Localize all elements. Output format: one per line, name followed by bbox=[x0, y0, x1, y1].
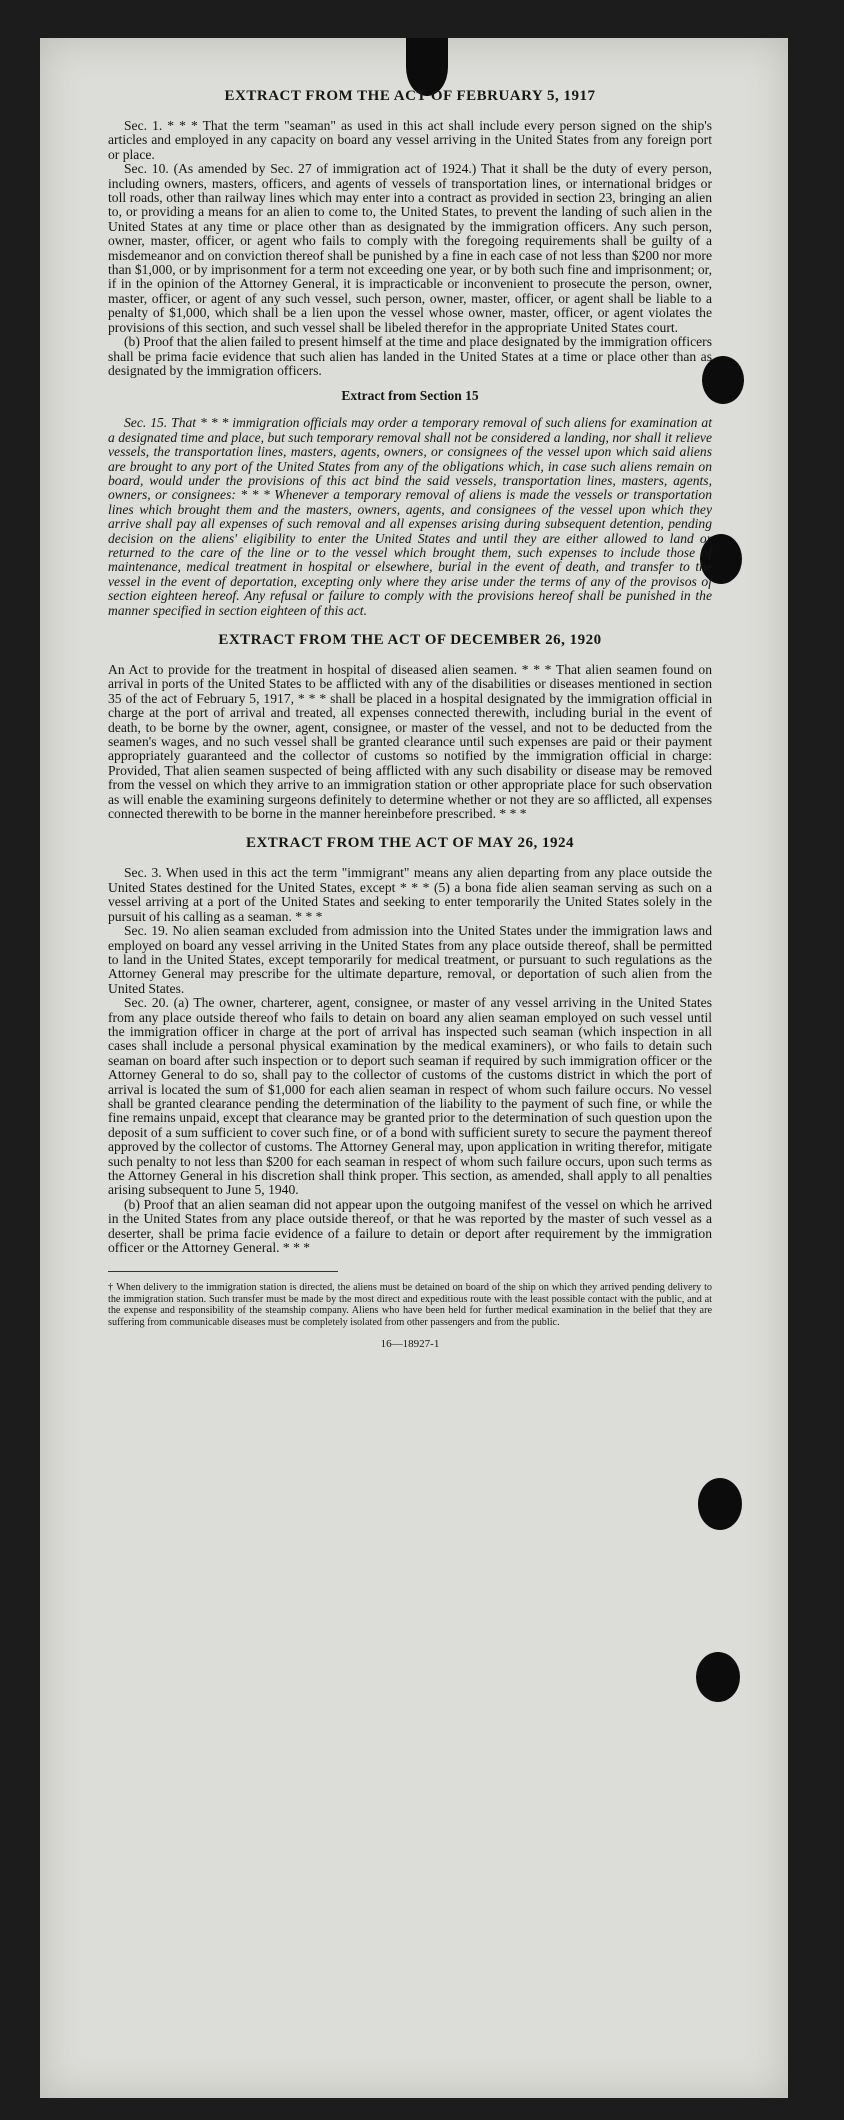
form-number: 16—18927-1 bbox=[380, 1338, 440, 1351]
section-1: Sec. 1. * * * That the term "seaman" as used in this act shall include every person signed on the ship's articles and employed in any capacity on board any vessel arriving in the United States from any foreign port or place. bbox=[108, 118, 712, 162]
section-20-b: (b) Proof that an alien seaman did not appear upon the outgoing manifest of the vessel on which he arrived in the United States from any place outside thereof, or that he was reported by the master of such vessel as a deserter, shall be prima facie evidence of a failure to detain or deport after requirement by the immigration officer or the Attorney General. * * * bbox=[108, 1196, 712, 1256]
footnote-divider bbox=[108, 1271, 338, 1272]
document-body bbox=[108, 88, 712, 1350]
section-3: Sec. 3. When used in this act the term "immigrant" means any alien departing from any place outside the United States destined for the United States, except * * * (5) a bona fide alien seaman serving as such on a vessel arriving at a port of the United States and seeking to enter temporarily the United States solely in the pursuit of his calling as a seaman. * * * bbox=[108, 865, 712, 924]
heading-section-15: Extract from Section 15 bbox=[341, 388, 479, 404]
footnote: † When delivery to the immigration station is directed, the aliens must be detained on board of the ship on which they arrived pending delivery to the immigration station. Such transfer must be made by the most direct and expeditious route with the least possible contact with the public, and at the expense and responsibility of the steamship company. Aliens who have been held for further medical examination in the belief that they are suffering from communicable diseases must be completely isolated from other passengers and from the public. bbox=[108, 1282, 712, 1328]
section-20-a: Sec. 20. (a) The owner, charterer, agent, consignee, or master of any vessel arriving in the United States from any place outside thereof who fails to detain on board any alien seaman employed on such vessel until the immigration officer in charge at the port of arrival has inspected such seaman (which inspection in all cases shall include a personal physical examination by the medical examiners), or who fails to detain such seaman on board after such inspection or to deport such seaman if required by such immigration officer or the Attorney General to do so, shall pay to the collector of customs of the customs district in which the port of arrival is located the sum of $1,000 for each alien seaman in respect of whom such failure occurs. No vessel shall be granted clearance pending the determination of the liability to the payment of such fine, or while the fine remains unpaid, except that clearance may be granted prior to the determination of such question upon the deposit of a sum sufficient to cover such fine, or of a bond with sufficient surety to secure the payment thereof approved by the collector of customs. The Attorney General may, upon application in writing therefor, mitigate such penalty to not less than $200 for each seaman in respect of whom such failure occurs, upon such terms as the Attorney General in his discretion shall think proper. This section, as amended, shall apply to all penalties arising subsequent to June 5, 1940. bbox=[108, 995, 712, 1198]
heading-act-1917: EXTRACT FROM THE ACT OF FEBRUARY 5, 1917 bbox=[224, 88, 596, 104]
document-page bbox=[40, 38, 788, 2098]
section-15: Sec. 15. That * * * immigration officials may order a temporary removal of such aliens for examination at a designated time and place, but such temporary removal shall not be considered a landing, nor shall it relieve vessels, the transportation lines, masters, agents, owners, or consignees of the vessel upon which said aliens are brought to any port of the United States from any of the obligations which, in case such aliens remain on board, would under the provisions of this act bind the said vessels, transportation lines, masters, agents, owners, or consignees: * * * Whenever a temporary removal of aliens is made the vessels or transportation lines which brought them and the masters, owners, agents, and consignees of the vessel upon which they arrive shall pay all expenses of such removal and all expenses arising during subsequent detention, pending decision on the aliens' eligibility to enter the United States and until they are either allowed to land or returned to the care of the line or to the vessel which brought them, such expenses to include those of maintenance, medical treatment in hospital or elsewhere, burial in the event of death, and transfer to the vessel in the event of deportation, excepting only where they arise under the terms of any of the provisos of section eighteen hereof. Any refusal or failure to comply with the provisions hereof shall be punished in the manner specified in section eighteen of this act. bbox=[108, 415, 712, 618]
act-1920-text: An Act to provide for the treatment in hospital of diseased alien seamen. * * * That alien seamen found on arrival in ports of the United States to be afflicted with any of the disabilities or diseases mentioned in section 35 of the act of February 5, 1917, * * * shall be placed in a hospital designated by the immigration official in charge at the port of arrival and treated, all expenses connected therewith, including burial in the event of death, to be borne by the owner, agent, consignee, or master of the vessel, and not to be deducted from the seamen's wages, and no such vessel shall be granted clearance until such expenses are paid or their payment appropriately guaranteed and the collector of customs so notified by the immigration official in charge: Provided, That alien seamen suspected of being afflicted with any such disability or disease may be removed from the vessel on which they arrive to an immigration station or other appropriate place for such observation as will enable the examining surgeons definitely to determine whether or not they are so afflicted, all expenses connected therewith to be borne in the manner hereinbefore prescribed. * * * bbox=[108, 662, 712, 822]
punch-hole-3 bbox=[698, 1478, 742, 1530]
section-10: Sec. 10. (As amended by Sec. 27 of immigration act of 1924.) That it shall be the duty of every person, including owners, masters, officers, and agents of vessels of transportation lines, or international bridges or toll roads, other than railway lines which may enter into a contract as provided in section 23, bringing an alien to, or providing a means for an alien to come to, the United States, to prevent the landing of such alien in the United States at any time or place other than as designated by the immigration officers. Any such person, owner, master, officer, or agent who fails to comply with the foregoing requirements shall be guilty of a misdemeanor and on conviction thereof shall be punished by a fine in each case of not less than $200 nor more than $1,000, or by imprisonment for a term not exceeding one year, or by both such fine and imprisonment; or, if in the opinion of the Attorney General, it is impracticable or inconvenient to prosecute the person, owner, master, officer, or agent of any such vessel, such person, owner, master, officer, or agent shall be liable to a penalty of $1,000, which shall be a lien upon the vessel whose owner, master, officer, or agent violates the provisions of this section, and such vessel shall be libeled therefor in the appropriate United States court. bbox=[108, 161, 712, 335]
section-10-b: (b) Proof that the alien failed to present himself at the time and place designated by the immigration officers shall be prima facie evidence that such alien has landed in the United States at a time or place other than as designated by the immigration officers. bbox=[108, 334, 712, 378]
section-19: Sec. 19. No alien seaman excluded from admission into the United States under the immigration laws and employed on board any vessel arriving in the United States from any place outside thereof, shall be permitted to land in the United States, except temporarily for medical treatment, or pursuant to such regulations as the Attorney General may prescribe for the ultimate departure, removal, or deportation of such alien from the United States. bbox=[108, 923, 712, 996]
punch-hole-4 bbox=[696, 1652, 740, 1702]
heading-act-1924: EXTRACT FROM THE ACT OF MAY 26, 1924 bbox=[245, 835, 575, 852]
heading-act-1920: EXTRACT FROM THE ACT OF DECEMBER 26, 1920 bbox=[218, 632, 602, 648]
